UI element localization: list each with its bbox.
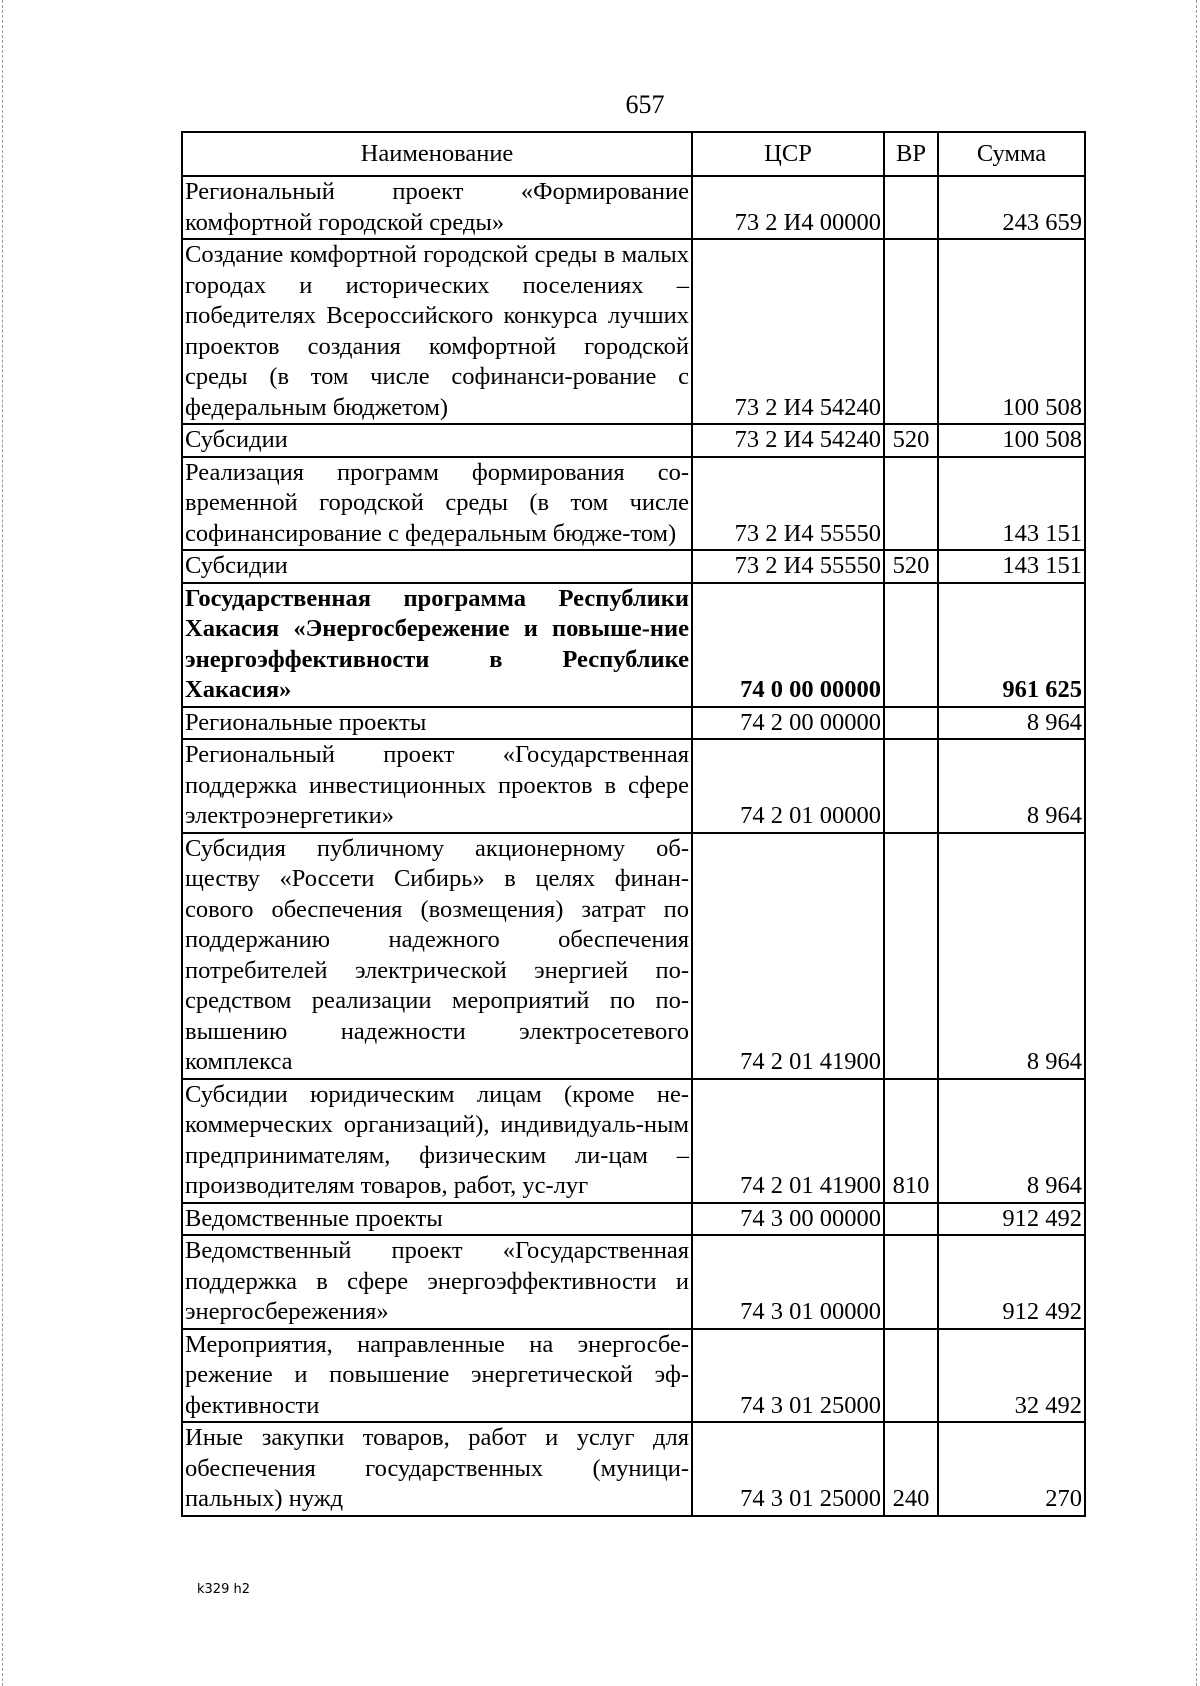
left-margin-line [2, 0, 3, 1686]
cell-name: Субсидия публичному акционерному об-ществу «Россети Сибирь» в целях финан-сового обеспечения (возмещения) затрат по поддержанию надежного обеспечения потребителей электрической энергией по-средством реализации мероприятий по по-вышению надежности электросетевого комплекса [182, 833, 692, 1079]
footer-code: k329 h2 [197, 1582, 250, 1597]
cell-sum: 8 964 [938, 1079, 1085, 1203]
cell-csr: 73 2 И4 54240 [692, 424, 884, 457]
cell-vr [884, 239, 938, 424]
cell-name: Региональные проекты [182, 707, 692, 740]
cell-vr [884, 1203, 938, 1236]
cell-csr: 74 2 01 41900 [692, 833, 884, 1079]
cell-name: Государственная программа Республики Хакасия «Энергосбережение и повыше-ние энергоэффективности в Республике Хакасия» [182, 583, 692, 707]
cell-vr [884, 707, 938, 740]
cell-sum: 100 508 [938, 424, 1085, 457]
cell-csr: 73 2 И4 55550 [692, 457, 884, 551]
cell-csr: 74 2 01 00000 [692, 739, 884, 833]
header-name: Наименование [182, 132, 692, 176]
table-row [182, 833, 1085, 1079]
cell-csr: 74 3 01 25000 [692, 1329, 884, 1423]
cell-csr: 74 0 00 00000 [692, 583, 884, 707]
table-row [182, 1235, 1085, 1329]
cell-csr: 74 3 01 25000 [692, 1422, 884, 1516]
cell-sum: 270 [938, 1422, 1085, 1516]
cell-vr [884, 1329, 938, 1423]
header-vr: ВР [884, 132, 938, 176]
cell-csr: 74 2 01 41900 [692, 1079, 884, 1203]
table-row [182, 1079, 1085, 1203]
cell-name: Иные закупки товаров, работ и услуг для обеспечения государственных (муници-пальных) нужд [182, 1422, 692, 1516]
cell-sum: 32 492 [938, 1329, 1085, 1423]
table-header-row [182, 132, 1085, 176]
table-row [182, 1329, 1085, 1423]
cell-sum: 912 492 [938, 1235, 1085, 1329]
cell-vr [884, 1235, 938, 1329]
table-row [182, 583, 1085, 707]
table-row [182, 1203, 1085, 1236]
cell-vr [884, 739, 938, 833]
cell-name: Субсидии [182, 550, 692, 583]
cell-name: Региональный проект «Государственная поддержка инвестиционных проектов в сфере электроэнергетики» [182, 739, 692, 833]
cell-sum: 8 964 [938, 739, 1085, 833]
cell-name: Субсидии юридическим лицам (кроме не-коммерческих организаций), индивидуаль-ным предпринимателям, физическим ли-цам – производителям товаров, работ, ус-луг [182, 1079, 692, 1203]
budget-table [181, 131, 1086, 1517]
cell-vr [884, 457, 938, 551]
cell-sum: 143 151 [938, 550, 1085, 583]
right-margin-line [1196, 0, 1197, 1686]
table-row [182, 176, 1085, 239]
cell-name: Субсидии [182, 424, 692, 457]
page-number: 657 [625, 90, 665, 119]
cell-vr: 810 [884, 1079, 938, 1203]
cell-csr: 74 3 00 00000 [692, 1203, 884, 1236]
cell-csr: 73 2 И4 00000 [692, 176, 884, 239]
header-csr: ЦСР [692, 132, 884, 176]
cell-csr: 74 3 01 00000 [692, 1235, 884, 1329]
table-body [182, 176, 1085, 1516]
cell-name: Мероприятия, направленные на энергосбе-режение и повышение энергетической эф-фективности [182, 1329, 692, 1423]
table-row [182, 424, 1085, 457]
cell-csr: 74 2 00 00000 [692, 707, 884, 740]
cell-sum: 961 625 [938, 583, 1085, 707]
cell-vr: 520 [884, 424, 938, 457]
cell-name: Ведомственные проекты [182, 1203, 692, 1236]
table-row [182, 707, 1085, 740]
cell-vr [884, 833, 938, 1079]
header-sum: Сумма [938, 132, 1085, 176]
cell-vr: 240 [884, 1422, 938, 1516]
cell-sum: 100 508 [938, 239, 1085, 424]
table-row [182, 739, 1085, 833]
cell-sum: 243 659 [938, 176, 1085, 239]
cell-name: Ведомственный проект «Государственная поддержка в сфере энергоэффективности и энергосбережения» [182, 1235, 692, 1329]
cell-name: Региональный проект «Формирование комфортной городской среды» [182, 176, 692, 239]
cell-csr: 73 2 И4 55550 [692, 550, 884, 583]
cell-sum: 912 492 [938, 1203, 1085, 1236]
cell-sum: 143 151 [938, 457, 1085, 551]
cell-vr [884, 176, 938, 239]
cell-csr: 73 2 И4 54240 [692, 239, 884, 424]
table-row [182, 550, 1085, 583]
cell-vr: 520 [884, 550, 938, 583]
table-row [182, 1422, 1085, 1516]
table-row [182, 457, 1085, 551]
table-row [182, 239, 1085, 424]
cell-name: Реализация программ формирования со-временной городской среды (в том числе софинансирование с федеральным бюдже-том) [182, 457, 692, 551]
cell-vr [884, 583, 938, 707]
cell-name: Создание комфортной городской среды в малых городах и исторических поселениях – победителях Всероссийского конкурса лучших проектов создания комфортной городской среды (в том числе софинанси-рование с федеральным бюджетом) [182, 239, 692, 424]
cell-sum: 8 964 [938, 707, 1085, 740]
cell-sum: 8 964 [938, 833, 1085, 1079]
